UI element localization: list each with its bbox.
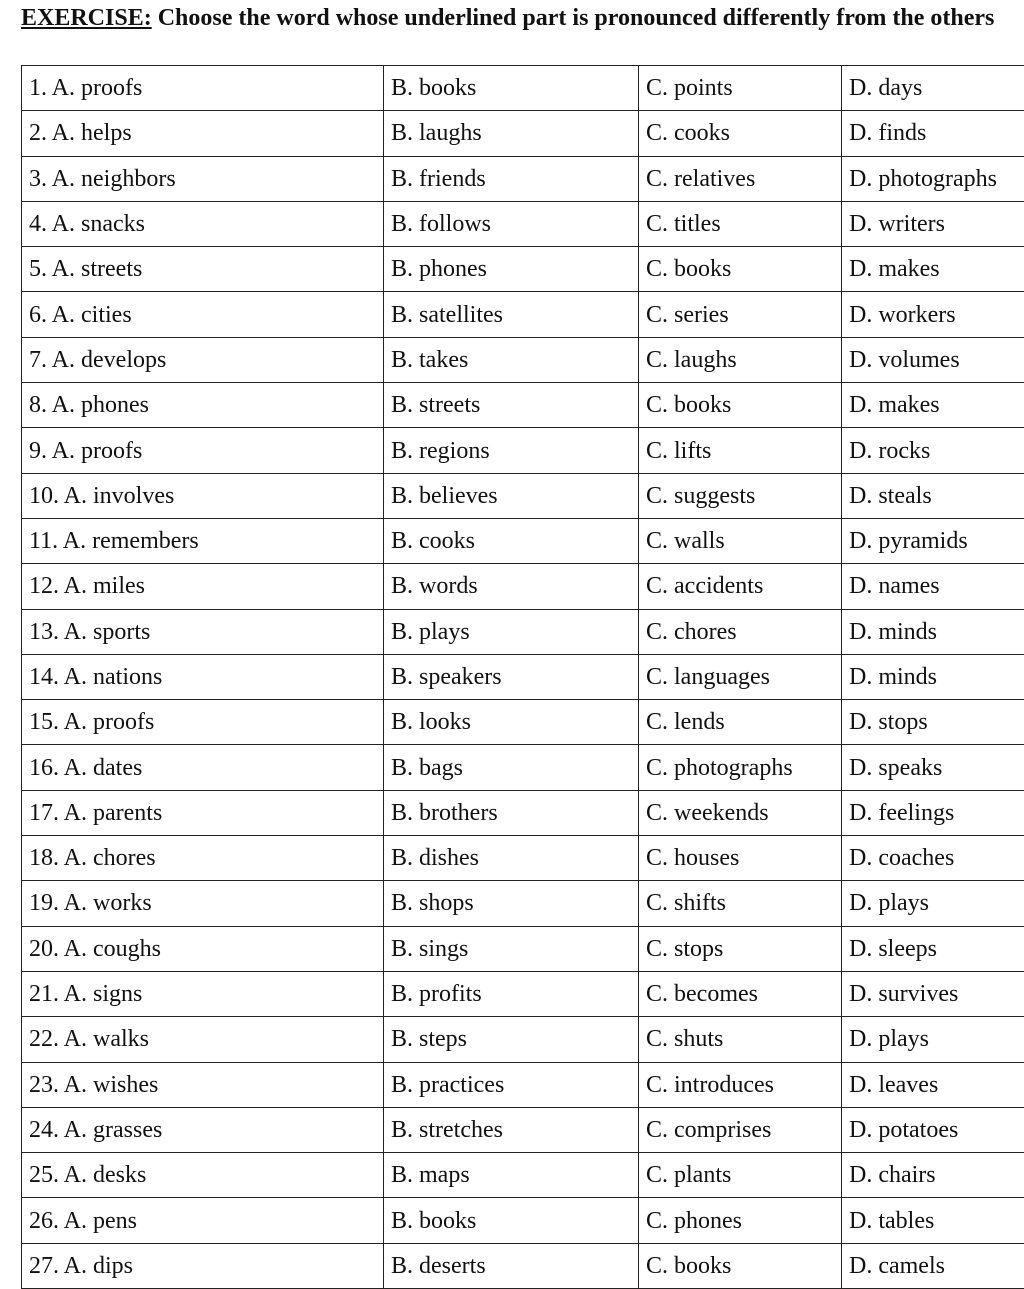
option-c-cell: C. books <box>639 1243 842 1288</box>
question-row <box>22 654 1024 699</box>
question-row <box>22 292 1024 337</box>
option-d-cell: D. makes <box>842 247 1024 292</box>
option-d-cell: D. makes <box>842 383 1024 428</box>
option-b-cell: B. regions <box>384 428 639 473</box>
option-d-cell: D. survives <box>842 971 1024 1016</box>
question-row <box>22 745 1024 790</box>
option-b-cell: B. sings <box>384 926 639 971</box>
option-a-cell: 23. A. wishes <box>22 1062 384 1107</box>
option-b-cell: B. phones <box>384 247 639 292</box>
option-d-cell: D. minds <box>842 654 1024 699</box>
question-row <box>22 66 1024 111</box>
option-a-cell: 20. A. coughs <box>22 926 384 971</box>
option-c-cell: C. books <box>639 247 842 292</box>
question-row <box>22 564 1024 609</box>
option-d-cell: D. photographs <box>842 156 1024 201</box>
option-c-cell: C. relatives <box>639 156 842 201</box>
option-c-cell: C. accidents <box>639 564 842 609</box>
option-c-cell: C. weekends <box>639 790 842 835</box>
option-c-cell: C. houses <box>639 836 842 881</box>
question-row <box>22 473 1024 518</box>
option-d-cell: D. names <box>842 564 1024 609</box>
option-c-cell: C. becomes <box>639 971 842 1016</box>
option-d-cell: D. tables <box>842 1198 1024 1243</box>
option-a-cell: 9. A. proofs <box>22 428 384 473</box>
option-d-cell: D. sleeps <box>842 926 1024 971</box>
option-a-cell: 12. A. miles <box>22 564 384 609</box>
question-row <box>22 111 1024 156</box>
option-b-cell: B. profits <box>384 971 639 1016</box>
option-b-cell: B. stretches <box>384 1107 639 1152</box>
question-row <box>22 518 1024 563</box>
question-row <box>22 1062 1024 1107</box>
option-c-cell: C. series <box>639 292 842 337</box>
question-row <box>22 881 1024 926</box>
option-b-cell: B. satellites <box>384 292 639 337</box>
option-b-cell: B. takes <box>384 337 639 382</box>
option-d-cell: D. feelings <box>842 790 1024 835</box>
option-d-cell: D. speaks <box>842 745 1024 790</box>
option-b-cell: B. friends <box>384 156 639 201</box>
question-row <box>22 836 1024 881</box>
option-b-cell: B. deserts <box>384 1243 639 1288</box>
question-row <box>22 790 1024 835</box>
question-row <box>22 1198 1024 1243</box>
question-row <box>22 337 1024 382</box>
option-a-cell: 21. A. signs <box>22 971 384 1016</box>
option-c-cell: C. introduces <box>639 1062 842 1107</box>
option-b-cell: B. laughs <box>384 111 639 156</box>
option-d-cell: D. steals <box>842 473 1024 518</box>
option-d-cell: D. leaves <box>842 1062 1024 1107</box>
option-c-cell: C. books <box>639 383 842 428</box>
option-b-cell: B. steps <box>384 1017 639 1062</box>
option-a-cell: 11. A. remembers <box>22 518 384 563</box>
question-row <box>22 156 1024 201</box>
option-b-cell: B. bags <box>384 745 639 790</box>
option-a-cell: 8. A. phones <box>22 383 384 428</box>
option-a-cell: 26. A. pens <box>22 1198 384 1243</box>
option-b-cell: B. follows <box>384 201 639 246</box>
exercise-table <box>21 65 1024 1289</box>
question-row <box>22 201 1024 246</box>
option-c-cell: C. stops <box>639 926 842 971</box>
option-b-cell: B. believes <box>384 473 639 518</box>
question-row <box>22 700 1024 745</box>
option-c-cell: C. suggests <box>639 473 842 518</box>
option-a-cell: 24. A. grasses <box>22 1107 384 1152</box>
option-b-cell: B. speakers <box>384 654 639 699</box>
exercise-table-body <box>22 66 1024 1289</box>
question-row <box>22 247 1024 292</box>
option-d-cell: D. plays <box>842 1017 1024 1062</box>
question-row <box>22 1017 1024 1062</box>
exercise-heading <box>21 4 1021 33</box>
option-a-cell: 10. A. involves <box>22 473 384 518</box>
option-a-cell: 1. A. proofs <box>22 66 384 111</box>
exercise-label: EXERCISE: <box>21 5 152 31</box>
option-d-cell: D. camels <box>842 1243 1024 1288</box>
question-row <box>22 428 1024 473</box>
option-a-cell: 3. A. neighbors <box>22 156 384 201</box>
question-row <box>22 383 1024 428</box>
question-row <box>22 1153 1024 1198</box>
option-b-cell: B. looks <box>384 700 639 745</box>
option-d-cell: D. coaches <box>842 836 1024 881</box>
option-a-cell: 27. A. dips <box>22 1243 384 1288</box>
option-b-cell: B. brothers <box>384 790 639 835</box>
option-b-cell: B. practices <box>384 1062 639 1107</box>
option-a-cell: 6. A. cities <box>22 292 384 337</box>
option-a-cell: 5. A. streets <box>22 247 384 292</box>
option-a-cell: 17. A. parents <box>22 790 384 835</box>
question-row <box>22 1243 1024 1288</box>
option-d-cell: D. minds <box>842 609 1024 654</box>
option-c-cell: C. photographs <box>639 745 842 790</box>
option-c-cell: C. phones <box>639 1198 842 1243</box>
option-c-cell: C. cooks <box>639 111 842 156</box>
option-a-cell: 18. A. chores <box>22 836 384 881</box>
option-b-cell: B. streets <box>384 383 639 428</box>
option-c-cell: C. shuts <box>639 1017 842 1062</box>
question-row <box>22 1107 1024 1152</box>
option-a-cell: 15. A. proofs <box>22 700 384 745</box>
question-row <box>22 926 1024 971</box>
option-d-cell: D. days <box>842 66 1024 111</box>
option-d-cell: D. stops <box>842 700 1024 745</box>
option-a-cell: 25. A. desks <box>22 1153 384 1198</box>
option-c-cell: C. laughs <box>639 337 842 382</box>
option-d-cell: D. workers <box>842 292 1024 337</box>
option-d-cell: D. rocks <box>842 428 1024 473</box>
option-a-cell: 4. A. snacks <box>22 201 384 246</box>
option-c-cell: C. chores <box>639 609 842 654</box>
option-d-cell: D. writers <box>842 201 1024 246</box>
option-a-cell: 16. A. dates <box>22 745 384 790</box>
option-b-cell: B. plays <box>384 609 639 654</box>
question-row <box>22 971 1024 1016</box>
option-a-cell: 13. A. sports <box>22 609 384 654</box>
option-a-cell: 14. A. nations <box>22 654 384 699</box>
question-row <box>22 609 1024 654</box>
option-d-cell: D. potatoes <box>842 1107 1024 1152</box>
option-c-cell: C. walls <box>639 518 842 563</box>
option-d-cell: D. pyramids <box>842 518 1024 563</box>
option-b-cell: B. maps <box>384 1153 639 1198</box>
option-c-cell: C. shifts <box>639 881 842 926</box>
option-c-cell: C. comprises <box>639 1107 842 1152</box>
option-d-cell: D. chairs <box>842 1153 1024 1198</box>
exercise-instruction: Choose the word whose underlined part is pronounced differently from the others <box>152 5 995 31</box>
option-c-cell: C. languages <box>639 654 842 699</box>
option-c-cell: C. lifts <box>639 428 842 473</box>
option-c-cell: C. lends <box>639 700 842 745</box>
option-a-cell: 19. A. works <box>22 881 384 926</box>
option-b-cell: B. dishes <box>384 836 639 881</box>
option-d-cell: D. plays <box>842 881 1024 926</box>
option-b-cell: B. books <box>384 1198 639 1243</box>
option-a-cell: 22. A. walks <box>22 1017 384 1062</box>
option-b-cell: B. cooks <box>384 518 639 563</box>
option-c-cell: C. plants <box>639 1153 842 1198</box>
option-d-cell: D. finds <box>842 111 1024 156</box>
option-c-cell: C. titles <box>639 201 842 246</box>
option-b-cell: B. books <box>384 66 639 111</box>
option-c-cell: C. points <box>639 66 842 111</box>
option-a-cell: 7. A. develops <box>22 337 384 382</box>
option-d-cell: D. volumes <box>842 337 1024 382</box>
option-b-cell: B. words <box>384 564 639 609</box>
option-a-cell: 2. A. helps <box>22 111 384 156</box>
option-b-cell: B. shops <box>384 881 639 926</box>
